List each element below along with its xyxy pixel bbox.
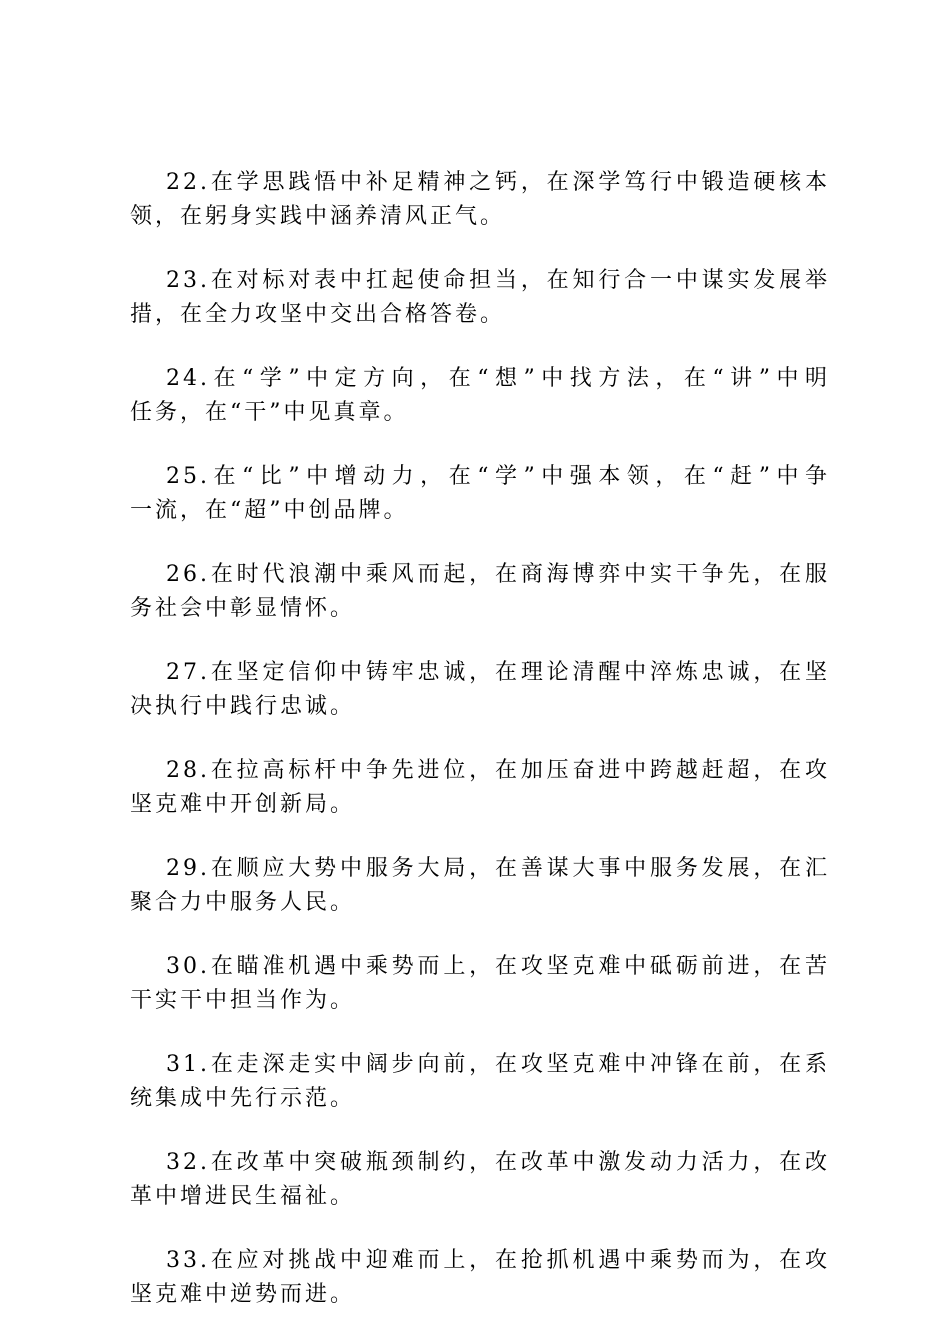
list-item (130, 852, 830, 920)
item-line-2: 领，在躬身实践中涵养清风正气。 (130, 204, 506, 229)
item-line-2: 统集成中先行示范。 (130, 1086, 356, 1111)
list-item (130, 460, 830, 528)
item-line-2: 聚合力中服务人民。 (130, 890, 356, 915)
item-line-1: 29.在顺应大势中服务大局，在善谋大事中服务发展，在汇 (166, 856, 830, 881)
item-line-1: 24.在“学”中定方向，在“想”中找方法，在“讲”中明 (166, 366, 830, 391)
item-line-1: 27.在坚定信仰中铸牢忠诚，在理论清醒中淬炼忠诚，在坚 (166, 660, 830, 685)
document-page (130, 166, 830, 1342)
item-line-1: 32.在改革中突破瓶颈制约，在改革中激发动力活力，在改 (166, 1150, 830, 1175)
item-line-2: 坚克难中开创新局。 (130, 792, 356, 817)
item-line-2: 一流，在“超”中创品牌。 (130, 498, 409, 523)
item-line-1: 22.在学思践悟中补足精神之钙，在深学笃行中锻造硬核本 (166, 170, 830, 195)
list-item (130, 558, 830, 626)
list-item (130, 1048, 830, 1116)
item-line-1: 30.在瞄准机遇中乘势而上，在攻坚克难中砥砺前进，在苦 (166, 954, 830, 979)
item-line-1: 33.在应对挑战中迎难而上，在抢抓机遇中乘势而为，在攻 (166, 1248, 830, 1273)
list-item (130, 754, 830, 822)
item-line-1: 28.在拉高标杆中争先进位，在加压奋进中跨越赶超，在攻 (166, 758, 830, 783)
list-item (130, 166, 830, 234)
item-line-2: 任务，在“干”中见真章。 (130, 400, 409, 425)
item-line-1: 23.在对标对表中扛起使命担当，在知行合一中谋实发展举 (166, 268, 830, 293)
item-line-2: 措，在全力攻坚中交出合格答卷。 (130, 302, 506, 327)
item-line-1: 31.在走深走实中阔步向前，在攻坚克难中冲锋在前，在系 (166, 1052, 830, 1077)
item-line-2: 干实干中担当作为。 (130, 988, 356, 1013)
list-item (130, 362, 830, 430)
item-line-2: 坚克难中逆势而进。 (130, 1282, 356, 1307)
item-line-2: 决执行中践行忠诚。 (130, 694, 356, 719)
list-item (130, 950, 830, 1018)
item-line-1: 26.在时代浪潮中乘风而起，在商海博弈中实干争先，在服 (166, 562, 830, 587)
item-line-2: 务社会中彰显情怀。 (130, 596, 356, 621)
list-item (130, 656, 830, 724)
list-item (130, 1146, 830, 1214)
list-item (130, 1244, 830, 1312)
list-item (130, 264, 830, 332)
item-line-1: 25.在“比”中增动力，在“学”中强本领，在“赶”中争 (166, 464, 830, 489)
item-line-2: 革中增进民生福祉。 (130, 1184, 356, 1209)
